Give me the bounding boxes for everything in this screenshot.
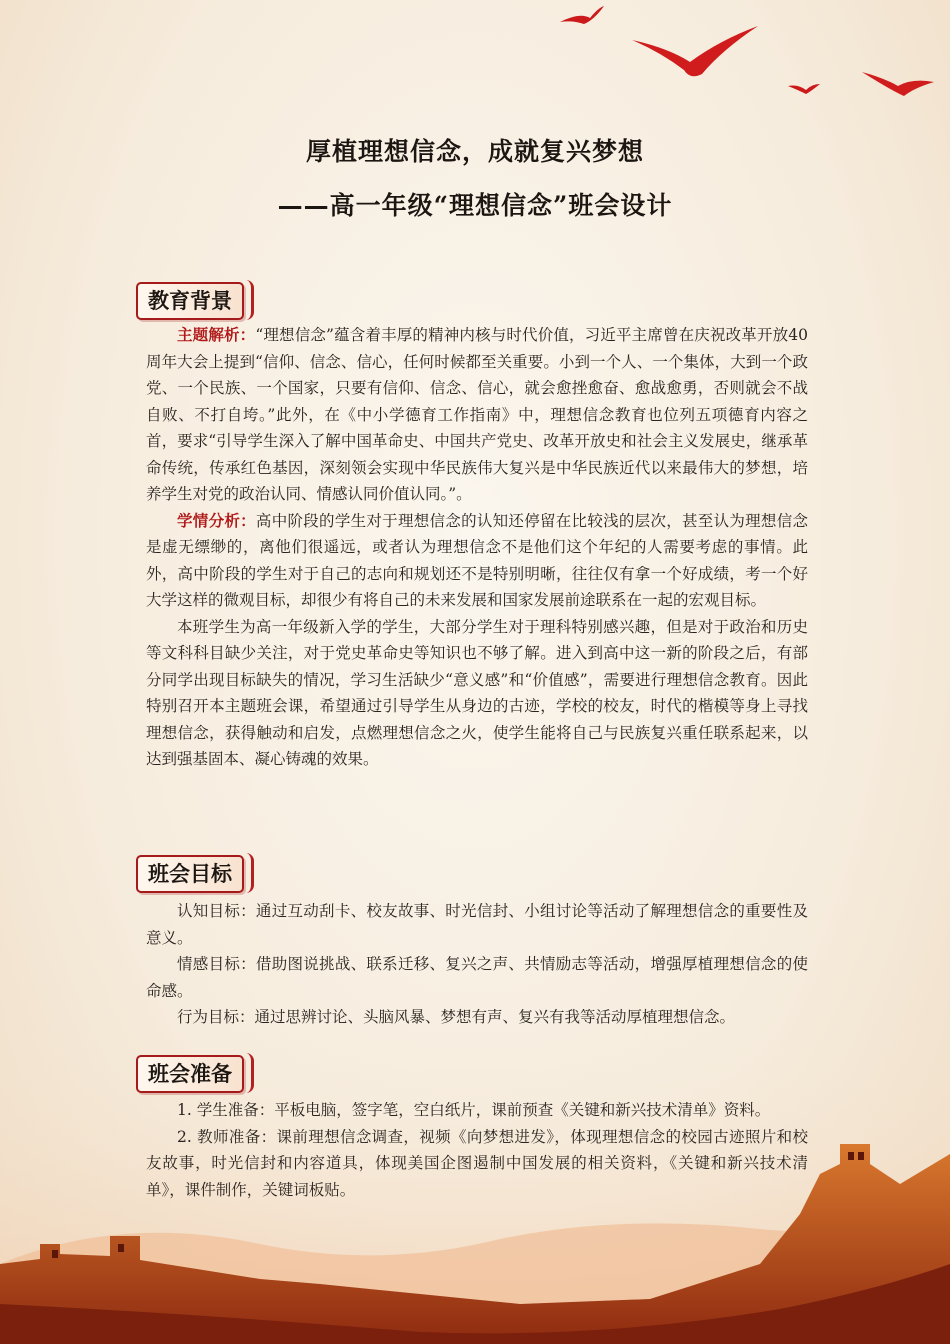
goal-behavioral: 行为目标：通过思辨讨论、头脑风暴、梦想有声、复兴有我等活动厚植理想信念。	[177, 1008, 736, 1026]
paragraph-class-situation: 本班学生为高一年级新入学的学生，大部分学生对于理科特别感兴趣，但是对于政治和历史等文科科目缺少关注，对于党史革命史等知识也不够了解。进入到高中这一新的阶段之后，有部分同学出现目标缺失的情况，学习生活缺少“意义感”和“价值感”，需要进行理想信念教育。因此特别召开本主题班会课，希望通过引导学生从身边的古迹，学校的校友，时代的楷模等身上寻找理想信念，获得触动和启发，点燃理想信念之火，使学生能将自己与民族复兴重任联系起来，以达到强基固本、凝心铸魂的效果。	[146, 617, 808, 768]
section-preparation-body	[146, 1097, 808, 1203]
text-student-analysis: 高中阶段的学生对于理想信念的认知还停留在比较浅的层次，甚至认为理想信念是虚无缥缈的，离他们很遥远，或者认为理想信念不是他们这个年纪的人需要考虑的事情。此外，高中阶段的学生对于自己的志向和规划还不是特别明晰，往往仅有拿一个好成绩，考一个好大学这样的微观目标，却很少有将自己的未来发展和国家发展前途联系在一起的宏观目标。	[146, 511, 808, 609]
page-title: 厚植理想信念，成就复兴梦想	[305, 137, 644, 166]
birds-decoration	[0, 0, 950, 120]
bird-icon	[862, 72, 934, 96]
prep-student: 1. 学生准备：平板电脑，签字笔，空白纸片，课前预查《关键和新兴技术清单》资料。	[177, 1101, 771, 1119]
bird-icon	[560, 6, 604, 24]
title-block	[0, 134, 950, 224]
section-background-body	[146, 322, 808, 773]
label-theme-analysis: 主题解析：	[177, 325, 256, 344]
section-goals-body	[146, 898, 808, 1031]
paragraph-theme-analysis	[146, 322, 808, 508]
paragraph-student-analysis	[146, 508, 808, 614]
bird-icon	[632, 26, 758, 76]
goal-emotional: 情感目标：借助图说挑战、联系迁移、复兴之声、共情励志等活动，增强厚植理想信念的使命感。	[146, 955, 808, 1000]
section-heading-background: 教育背景	[136, 282, 244, 320]
section-heading-preparation: 班会准备	[136, 1055, 244, 1093]
section-heading-goals: 班会目标	[136, 855, 244, 893]
text-theme-analysis: “理想信念”蕴含着丰厚的精神内核与时代价值，习近平主席曾在庆祝改革开放40周年大会上提到“信仰、信念、信心，任何时候都至关重要。小到一个人、一个集体，大到一个政党、一个民族、一个国家，只要有信仰、信念、信心，就会愈挫愈奋、愈战愈勇，否则就会不战自败、不打自垮。”此外，在《中小学德育工作指南》中，理想信念教育也位列五项德育内容之首，要求“引导学生深入了解中国革命史、中国共产党史、改革开放史和社会主义发展史，继承革命传统，传承红色基因，深刻领会实现中华民族伟大复兴是中华民族近代以来最伟大的梦想，培养学生对党的政治认同、情感认同价值认同。”。	[146, 326, 808, 503]
bird-icon	[788, 84, 820, 94]
page-subtitle: ——高一年级“理想信念”班会设计	[277, 191, 673, 220]
goal-cognitive: 认知目标：通过互动刮卡、校友故事、时光信封、小组讨论等活动了解理想信念的重要性及意义。	[146, 902, 808, 947]
label-student-analysis: 学情分析：	[177, 510, 256, 530]
prep-teacher: 2. 教师准备：课前理想信念调查，视频《向梦想进发》，体现理想信念的校园古迹照片和校友故事，时光信封和内容道具，体现美国企图遏制中国发展的相关资料，《关键和新兴技术清单》，课件制作，关键词板贴。	[146, 1127, 808, 1199]
